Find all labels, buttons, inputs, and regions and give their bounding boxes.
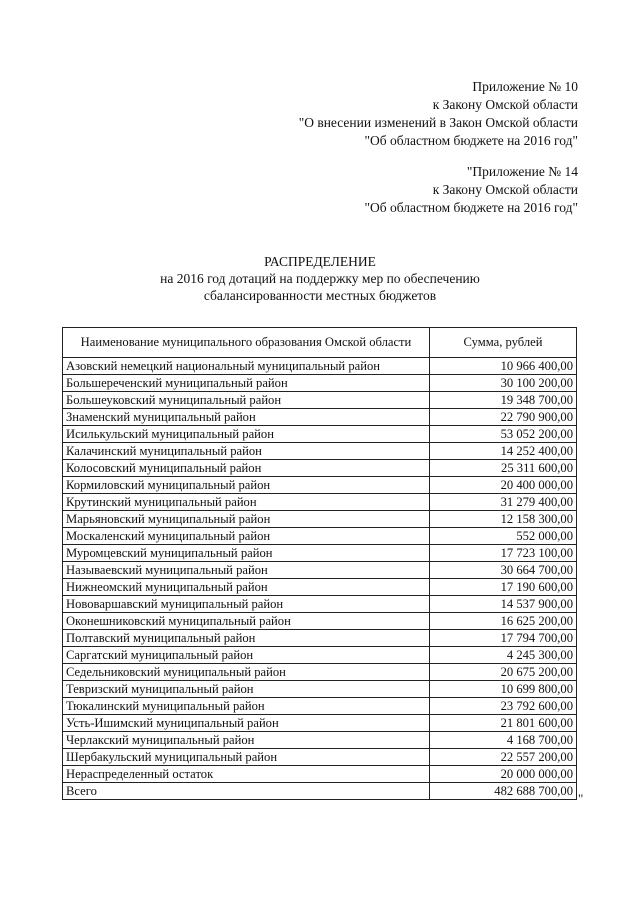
municipality-name: Тюкалинский муниципальный район — [63, 698, 430, 715]
municipality-name: Исилькульский муниципальный район — [63, 426, 430, 443]
annex-10-line-2: к Закону Омской области — [432, 97, 578, 112]
subsidy-sum: 31 279 400,00 — [430, 494, 577, 511]
annex-14-line-3: "Об областном бюджете на 2016 год" — [364, 200, 578, 215]
table-row — [63, 698, 577, 715]
municipality-name: Муромцевский муниципальный район — [63, 545, 430, 562]
title-heading: РАСПРЕДЕЛЕНИЕ — [264, 254, 376, 269]
subsidy-sum: 10 699 800,00 — [430, 681, 577, 698]
subsidy-sum: 22 557 200,00 — [430, 749, 577, 766]
municipality-name: Тевризский муниципальный район — [63, 681, 430, 698]
subsidy-sum: 30 100 200,00 — [430, 375, 577, 392]
table-row — [63, 579, 577, 596]
table-row — [63, 443, 577, 460]
table-row — [63, 375, 577, 392]
table-row — [63, 613, 577, 630]
municipality-name: Саргатский муниципальный район — [63, 647, 430, 664]
closing-quote: " — [578, 791, 584, 806]
annex-10-line-4: "Об областном бюджете на 2016 год" — [364, 133, 578, 148]
subsidy-sum: 16 625 200,00 — [430, 613, 577, 630]
subsidy-sum: 14 252 400,00 — [430, 443, 577, 460]
subsidy-sum: 23 792 600,00 — [430, 698, 577, 715]
table-row — [63, 528, 577, 545]
table-row — [63, 715, 577, 732]
municipality-name: Колосовский муниципальный район — [63, 460, 430, 477]
title-line-3: сбалансированности местных бюджетов — [203, 288, 437, 303]
subsidy-sum: 20 675 200,00 — [430, 664, 577, 681]
annex-14-line-1: "Приложение № 14 — [466, 164, 578, 179]
table-row — [63, 783, 577, 800]
table-row — [63, 392, 577, 409]
distribution-table — [62, 327, 577, 800]
annex-14-line-2: к Закону Омской области — [432, 182, 578, 197]
municipality-name: Называевский муниципальный район — [63, 562, 430, 579]
municipality-name: Нижнеомский муниципальный район — [63, 579, 430, 596]
municipality-name: Крутинский муниципальный район — [63, 494, 430, 511]
table-row — [63, 426, 577, 443]
header-sum: Сумма, рублей — [430, 328, 577, 358]
subsidy-sum: 22 790 900,00 — [430, 409, 577, 426]
municipality-name: Черлакский муниципальный район — [63, 732, 430, 749]
municipality-name: Большеуковский муниципальный район — [63, 392, 430, 409]
subsidy-sum: 20 000 000,00 — [430, 766, 577, 783]
table-row — [63, 358, 577, 375]
municipality-name: Москаленский муниципальный район — [63, 528, 430, 545]
subsidy-sum: 53 052 200,00 — [430, 426, 577, 443]
subsidy-sum: 4 245 300,00 — [430, 647, 577, 664]
municipality-name: Нераспределенный остаток — [63, 766, 430, 783]
table-row — [63, 409, 577, 426]
table-row — [63, 545, 577, 562]
subsidy-sum: 21 801 600,00 — [430, 715, 577, 732]
subsidy-sum: 30 664 700,00 — [430, 562, 577, 579]
municipality-name: Шербакульский муниципальный район — [63, 749, 430, 766]
municipality-name: Большереченский муниципальный район — [63, 375, 430, 392]
table-row — [63, 664, 577, 681]
table-row — [63, 749, 577, 766]
table-row — [63, 477, 577, 494]
municipality-name: Марьяновский муниципальный район — [63, 511, 430, 528]
municipality-name: Нововаршавский муниципальный район — [63, 596, 430, 613]
subsidy-sum: 552 000,00 — [430, 528, 577, 545]
subsidy-sum: 4 168 700,00 — [430, 732, 577, 749]
subsidy-sum: 17 723 100,00 — [430, 545, 577, 562]
table-row — [63, 596, 577, 613]
municipality-name: Азовский немецкий национальный муниципальный район — [63, 358, 430, 375]
municipality-name: Всего — [63, 783, 430, 800]
municipality-name: Знаменский муниципальный район — [63, 409, 430, 426]
table-row — [63, 562, 577, 579]
title-line-2: на 2016 год дотаций на поддержку мер по обеспечению — [160, 271, 480, 286]
subsidy-sum: 25 311 600,00 — [430, 460, 577, 477]
municipality-name: Седельниковский муниципальный район — [63, 664, 430, 681]
municipality-name: Оконешниковский муниципальный район — [63, 613, 430, 630]
subsidy-sum: 10 966 400,00 — [430, 358, 577, 375]
document-title — [0, 253, 640, 304]
annex-10-reference — [158, 78, 578, 150]
table-row — [63, 494, 577, 511]
municipality-name: Кормиловский муниципальный район — [63, 477, 430, 494]
subsidy-sum: 17 190 600,00 — [430, 579, 577, 596]
table-row — [63, 511, 577, 528]
annex-10-line-1: Приложение № 10 — [472, 79, 578, 94]
subsidy-sum: 482 688 700,00 — [430, 783, 577, 800]
table-row — [63, 732, 577, 749]
subsidy-sum: 14 537 900,00 — [430, 596, 577, 613]
table-row — [63, 630, 577, 647]
table-row — [63, 681, 577, 698]
table-body — [63, 358, 577, 800]
municipality-name: Калачинский муниципальный район — [63, 443, 430, 460]
annex-10-line-3: "О внесении изменений в Закон Омской области — [298, 115, 578, 130]
municipality-name: Усть-Ишимский муниципальный район — [63, 715, 430, 732]
subsidy-sum: 17 794 700,00 — [430, 630, 577, 647]
table-row — [63, 647, 577, 664]
subsidy-sum: 20 400 000,00 — [430, 477, 577, 494]
table-row — [63, 460, 577, 477]
table-header-row — [63, 328, 577, 358]
annex-14-reference — [158, 163, 578, 217]
header-municipality: Наименование муниципального образования Омской области — [63, 328, 430, 358]
subsidy-sum: 19 348 700,00 — [430, 392, 577, 409]
municipality-name: Полтавский муниципальный район — [63, 630, 430, 647]
table-row — [63, 766, 577, 783]
subsidy-sum: 12 158 300,00 — [430, 511, 577, 528]
